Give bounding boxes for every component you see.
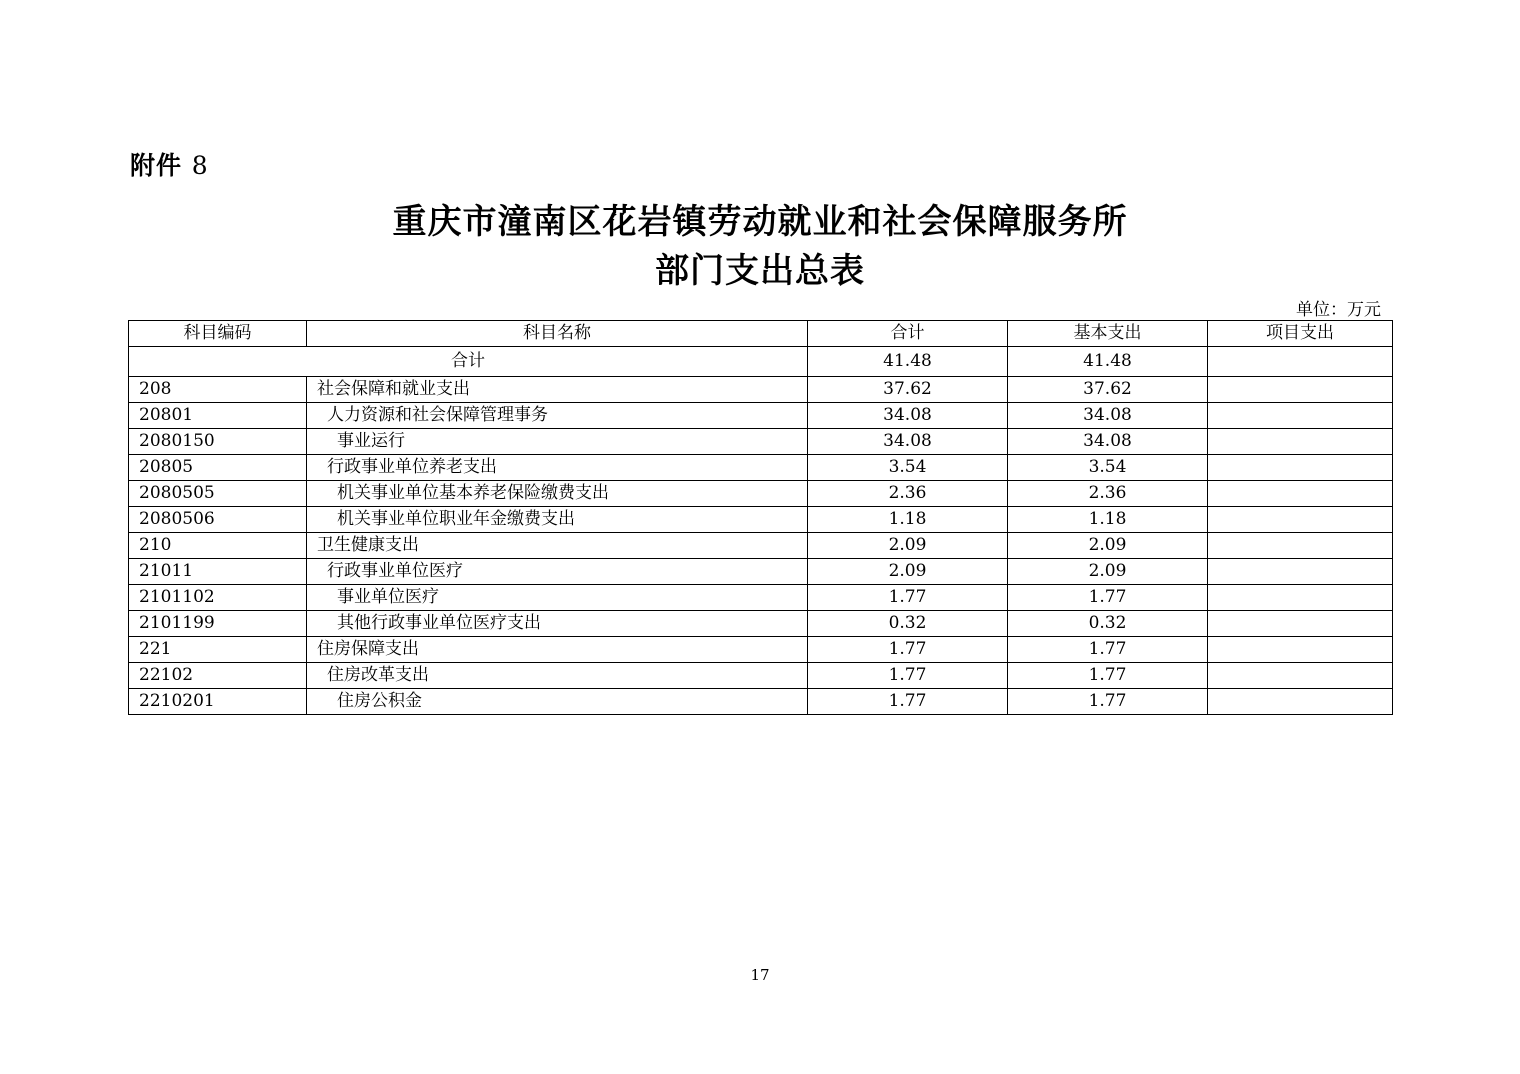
row-code: 2080505 (129, 481, 307, 507)
table-row (129, 429, 1393, 455)
row-basic: 2.09 (1008, 533, 1208, 559)
row-total: 34.08 (808, 403, 1008, 429)
row-project (1208, 637, 1393, 663)
row-project (1208, 455, 1393, 481)
table-row (129, 533, 1393, 559)
table-row (129, 455, 1393, 481)
document-title: 重庆市潼南区花岩镇劳动就业和社会保障服务所 (392, 202, 1128, 242)
row-code: 20805 (129, 455, 307, 481)
attachment-text: 附件 (130, 151, 183, 180)
unit-label: 单位：万元 (1296, 300, 1381, 320)
row-basic: 37.62 (1008, 377, 1208, 403)
row-total: 37.62 (808, 377, 1008, 403)
row-project (1208, 559, 1393, 585)
row-code: 210 (129, 533, 307, 559)
table-row (129, 663, 1393, 689)
column-header-code: 科目编码 (129, 321, 307, 347)
total-project (1208, 347, 1393, 377)
row-project (1208, 663, 1393, 689)
total-basic: 41.48 (1008, 347, 1208, 377)
row-total: 34.08 (808, 429, 1008, 455)
table-row (129, 377, 1393, 403)
row-name: 卫生健康支出 (307, 533, 808, 559)
row-name: 住房保障支出 (307, 637, 808, 663)
document-subtitle: 部门支出总表 (655, 251, 865, 291)
row-basic: 3.54 (1008, 455, 1208, 481)
row-code: 21011 (129, 559, 307, 585)
column-header-basic: 基本支出 (1008, 321, 1208, 347)
row-name: 机关事业单位基本养老保险缴费支出 (307, 481, 808, 507)
row-total: 2.36 (808, 481, 1008, 507)
row-basic: 34.08 (1008, 429, 1208, 455)
row-basic: 0.32 (1008, 611, 1208, 637)
row-project (1208, 533, 1393, 559)
row-name: 住房公积金 (307, 689, 808, 715)
row-total: 1.77 (808, 689, 1008, 715)
row-basic: 34.08 (1008, 403, 1208, 429)
row-code: 221 (129, 637, 307, 663)
row-project (1208, 481, 1393, 507)
row-code: 2080150 (129, 429, 307, 455)
row-name: 住房改革支出 (307, 663, 808, 689)
total-row (129, 347, 1393, 377)
table-row (129, 481, 1393, 507)
row-project (1208, 611, 1393, 637)
total-label: 合计 (129, 347, 808, 377)
table-row (129, 507, 1393, 533)
row-code: 208 (129, 377, 307, 403)
row-total: 1.77 (808, 663, 1008, 689)
row-basic: 2.36 (1008, 481, 1208, 507)
row-code: 2101102 (129, 585, 307, 611)
row-name: 行政事业单位养老支出 (307, 455, 808, 481)
row-project (1208, 429, 1393, 455)
column-header-name: 科目名称 (307, 321, 808, 347)
row-name: 事业运行 (307, 429, 808, 455)
table-row (129, 559, 1393, 585)
table-row (129, 689, 1393, 715)
column-header-total: 合计 (808, 321, 1008, 347)
table-row (129, 637, 1393, 663)
table-header-row (129, 321, 1393, 347)
page-number: 17 (750, 966, 770, 984)
row-code: 22102 (129, 663, 307, 689)
row-total: 1.77 (808, 637, 1008, 663)
row-name: 行政事业单位医疗 (307, 559, 808, 585)
table-row (129, 585, 1393, 611)
row-code: 20801 (129, 403, 307, 429)
row-name: 人力资源和社会保障管理事务 (307, 403, 808, 429)
row-code: 2101199 (129, 611, 307, 637)
row-name: 其他行政事业单位医疗支出 (307, 611, 808, 637)
attachment-label (130, 146, 209, 182)
row-project (1208, 507, 1393, 533)
row-total: 2.09 (808, 533, 1008, 559)
row-total: 1.18 (808, 507, 1008, 533)
row-project (1208, 689, 1393, 715)
row-basic: 1.77 (1008, 585, 1208, 611)
row-basic: 1.77 (1008, 663, 1208, 689)
table-row (129, 403, 1393, 429)
total-amount: 41.48 (808, 347, 1008, 377)
row-total: 2.09 (808, 559, 1008, 585)
row-basic: 2.09 (1008, 559, 1208, 585)
row-code: 2210201 (129, 689, 307, 715)
row-name: 社会保障和就业支出 (307, 377, 808, 403)
row-code: 2080506 (129, 507, 307, 533)
row-total: 3.54 (808, 455, 1008, 481)
row-name: 事业单位医疗 (307, 585, 808, 611)
row-basic: 1.77 (1008, 689, 1208, 715)
row-name: 机关事业单位职业年金缴费支出 (307, 507, 808, 533)
row-project (1208, 403, 1393, 429)
column-header-project: 项目支出 (1208, 321, 1393, 347)
row-project (1208, 585, 1393, 611)
attachment-number: 8 (191, 151, 209, 180)
row-basic: 1.18 (1008, 507, 1208, 533)
expenditure-table (128, 320, 1393, 715)
row-basic: 1.77 (1008, 637, 1208, 663)
row-total: 0.32 (808, 611, 1008, 637)
row-project (1208, 377, 1393, 403)
row-total: 1.77 (808, 585, 1008, 611)
table-row (129, 611, 1393, 637)
